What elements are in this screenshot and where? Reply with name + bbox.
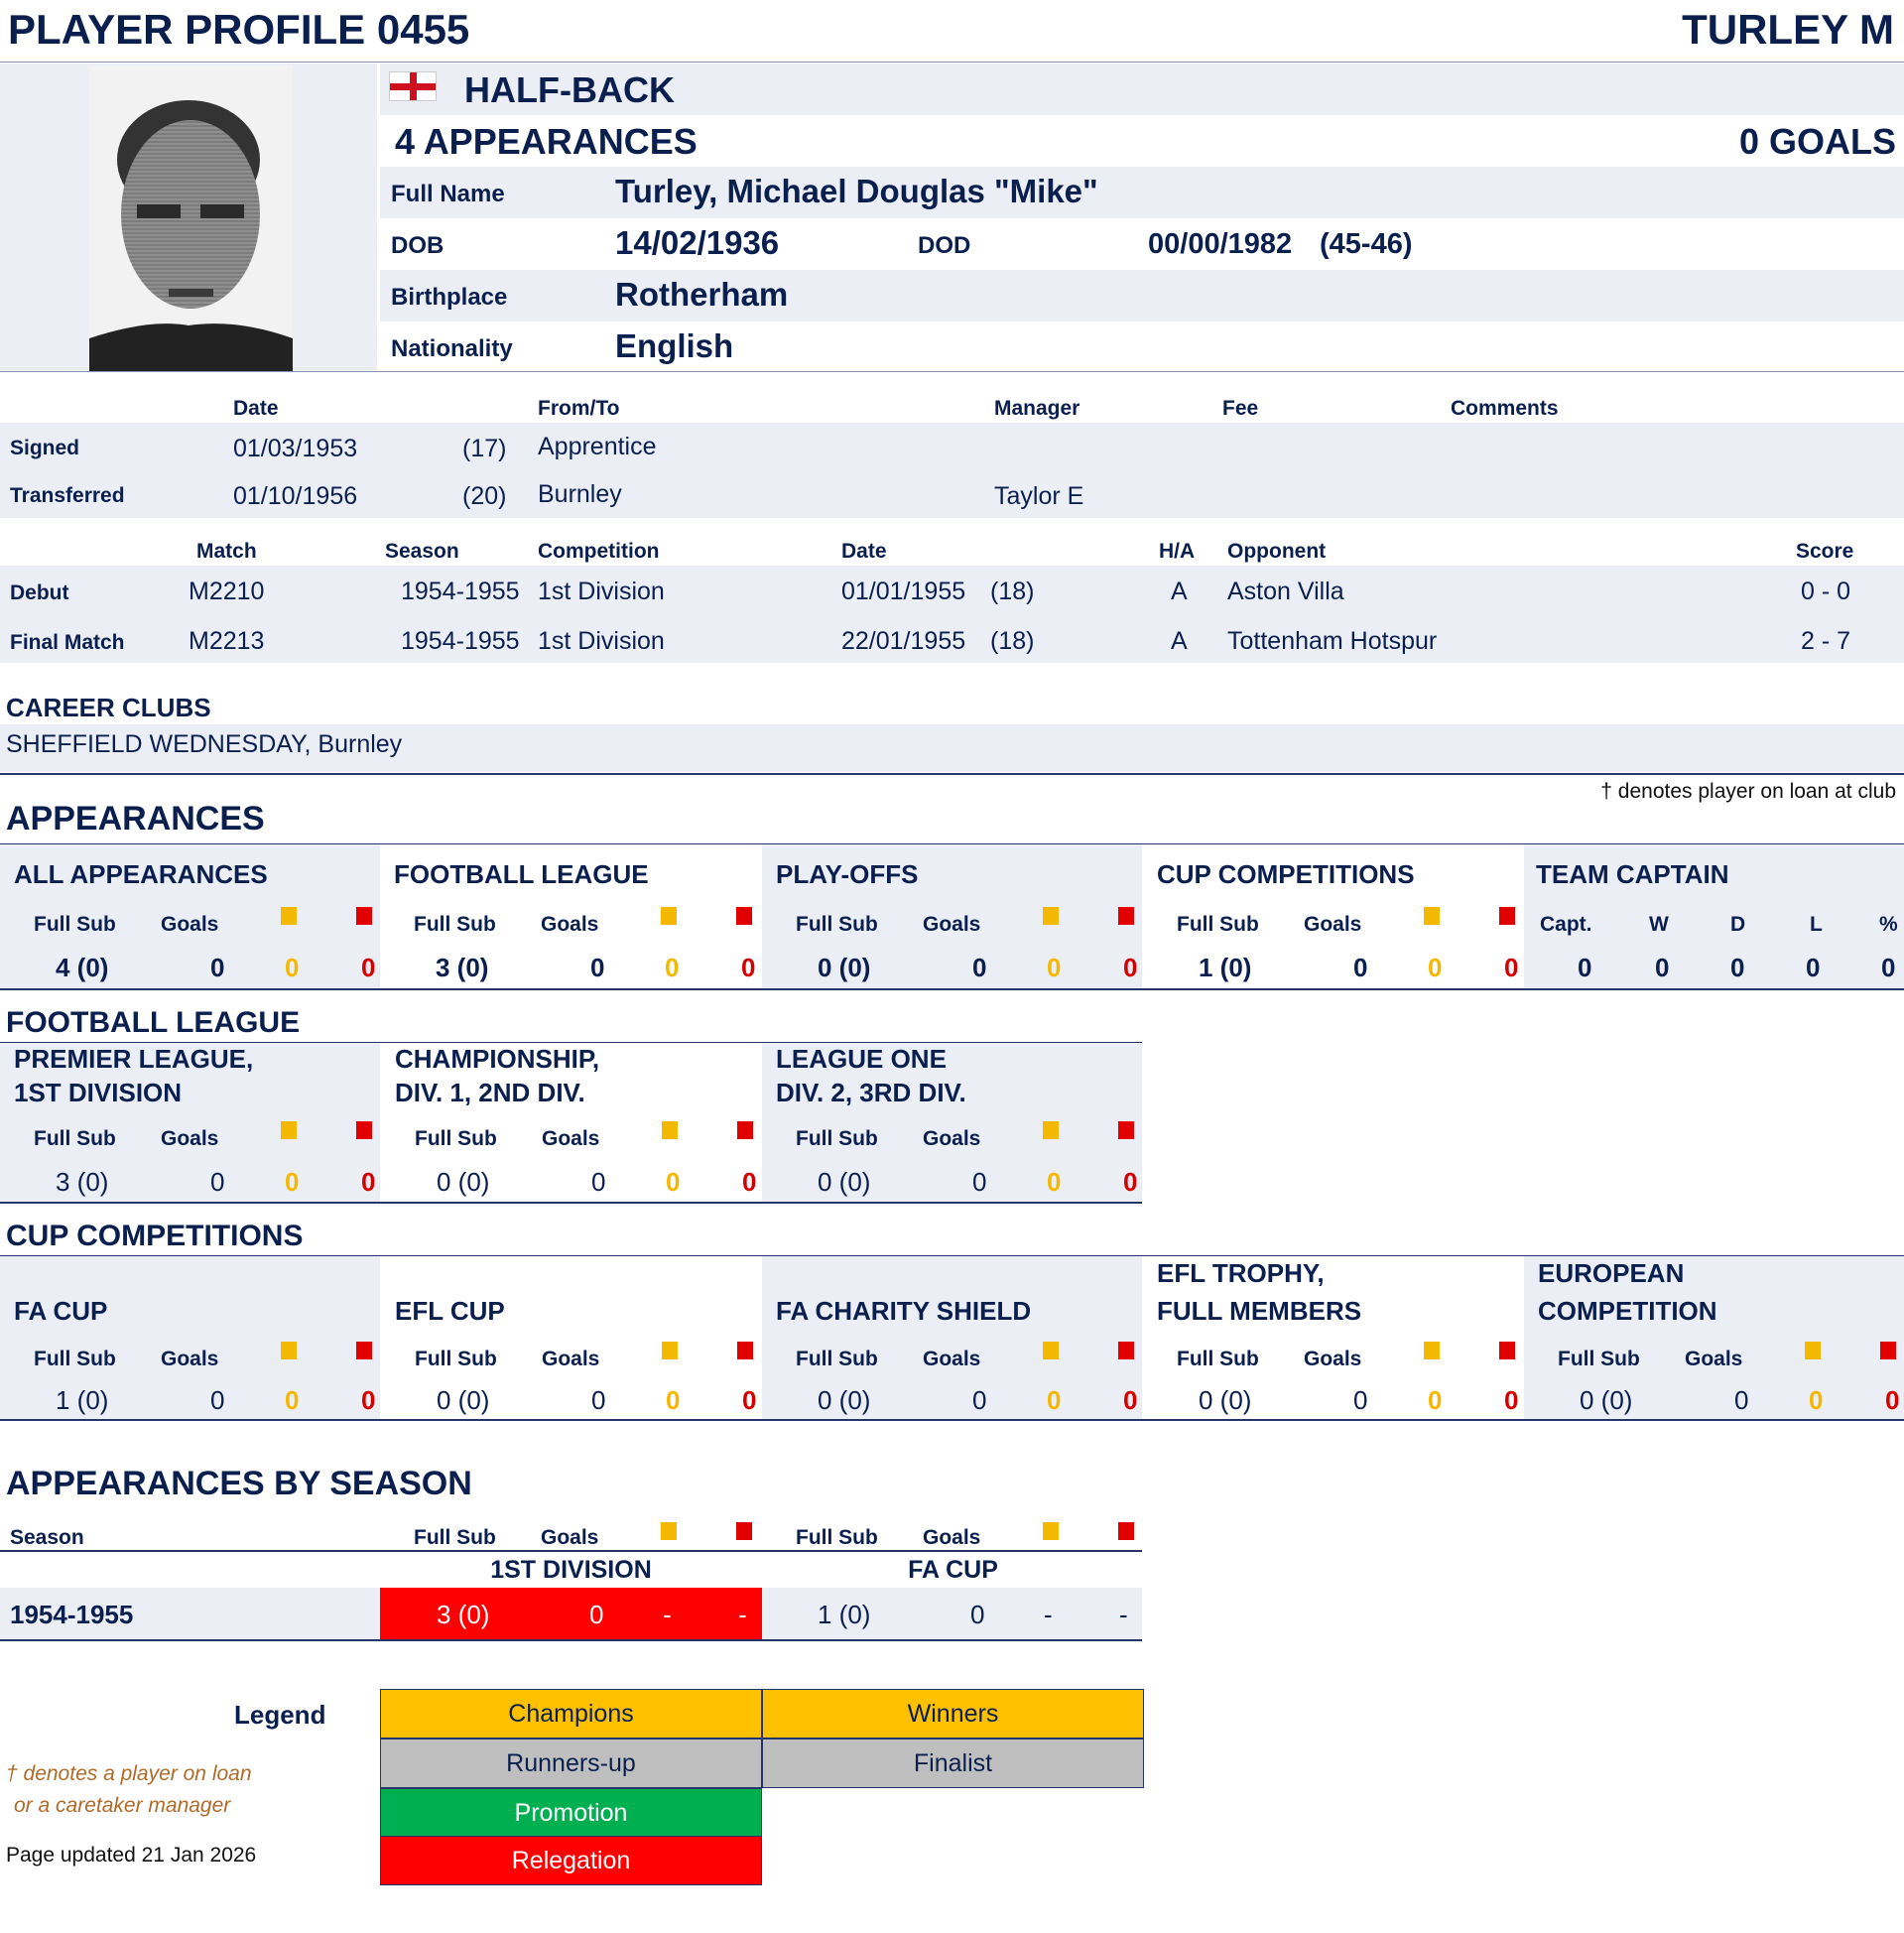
transfer-row-manager: Taylor E [994,482,1084,510]
goals-header: Goals [542,1127,600,1150]
legend-runners-up: Runners-up [380,1739,762,1788]
apps-value: 1 (0) [1199,953,1252,982]
full-sub-header: Full Sub [1177,913,1259,936]
match-row-season: 1954-1955 [401,578,520,605]
header-divider [0,62,1904,63]
red-value: 0 [742,1385,757,1415]
goals-value: 0 [591,1167,606,1197]
block-title: DIV. 2, 3RD DIV. [776,1078,966,1107]
apps-value: 0 (0) [818,1167,871,1197]
yellow-value: 0 [1428,953,1443,982]
page-title: PLAYER PROFILE 0455 [8,6,470,53]
yellow-card-icon [1043,907,1059,925]
by-season-header-season: Season [10,1526,84,1549]
dob-label: DOB [391,232,444,259]
season-full-sub-header: Full Sub [796,1526,878,1549]
captain-value-d: 0 [1730,953,1745,982]
block-title: CUP COMPETITIONS [1157,859,1415,889]
red-value: 0 [1885,1385,1900,1415]
match-row-age: (18) [990,578,1035,605]
block-title: FA CHARITY SHIELD [776,1296,1032,1326]
yellow-value: 0 [665,953,680,982]
by-season-c2-apps: 1 (0) [818,1600,871,1629]
goals-header: Goals [541,913,599,936]
yellow-value: 0 [666,1167,681,1197]
match-row-id: M2213 [189,627,265,655]
full-sub-header: Full Sub [796,913,878,936]
apps-value: 3 (0) [436,953,489,982]
block-title: COMPETITION [1538,1296,1717,1326]
yellow-value: 0 [285,1167,300,1197]
goals-header: Goals [1304,913,1362,936]
red-value: 0 [1123,953,1138,982]
appearances-bottom-line [0,988,1904,990]
red-value: 0 [361,1385,376,1415]
transfers-header-manager: Manager [994,397,1080,420]
captain-value-w: 0 [1655,953,1670,982]
full-sub-header: Full Sub [34,913,116,936]
goals-header: Goals [923,1348,981,1370]
yellow-value: 0 [1047,1167,1062,1197]
apps-value: 3 (0) [56,1167,109,1197]
team-captain-title: TEAM CAPTAIN [1536,859,1729,889]
yellow-card-icon [1805,1342,1821,1359]
match-row-ha: A [1171,578,1188,605]
by-season-c2-goals: 0 [970,1600,985,1629]
goals-header: Goals [923,1127,981,1150]
player-position: HALF-BACK [464,69,675,110]
block-title: LEAGUE ONE [776,1044,947,1074]
goals-value: 0 [972,1385,987,1415]
apps-value: 0 (0) [818,1385,871,1415]
transfer-row-fromto: Burnley [538,480,622,508]
transfer-row-date: 01/03/1953 [233,435,358,462]
match-row-ha: A [1171,627,1188,655]
apps-value: 0 (0) [1199,1385,1252,1415]
red-card-icon [737,1121,753,1139]
yellow-card-icon [662,1121,678,1139]
birthplace-label: Birthplace [391,284,508,311]
match-row-opponent: Tottenham Hotspur [1227,627,1438,655]
summary-divider [0,371,1904,372]
birthplace-band [380,270,1904,322]
red-card-icon [1499,1342,1515,1359]
loan-note: † denotes player on loan at club [1600,780,1896,803]
cup-competitions-title: CUP COMPETITIONS [6,1220,304,1252]
appearances-total: 4 APPEARANCES [395,121,698,162]
block-title: 1ST DIVISION [14,1078,183,1107]
red-card-icon [356,1342,372,1359]
full-sub-header: Full Sub [1558,1348,1640,1370]
goals-value: 0 [210,1385,225,1415]
transfer-row-age: (20) [462,482,507,510]
player-photo-svg [89,65,293,371]
transfer-row-fromto: Apprentice [538,433,657,460]
red-value: 0 [361,1167,376,1197]
apps-value: 4 (0) [56,953,109,982]
legend-winners: Winners [762,1689,1144,1739]
red-card-icon [1499,907,1515,925]
red-card-icon [736,1522,752,1540]
match-row-competition: 1st Division [538,578,665,605]
matches-header-score: Score [1796,540,1854,563]
block-title: DIV. 1, 2ND DIV. [395,1078,585,1107]
red-card-icon [1880,1342,1896,1359]
full-sub-header: Full Sub [796,1348,878,1370]
transfers-header-comments: Comments [1451,397,1559,420]
by-season-c1-goals: 0 [589,1600,604,1629]
matches-header-date: Date [841,540,887,563]
block-title: FA CUP [14,1296,108,1326]
transfer-row-date: 01/10/1956 [233,482,358,510]
yellow-value: 0 [1428,1385,1443,1415]
captain-value-l: 0 [1806,953,1821,982]
captain-header-w: W [1649,913,1669,936]
yellow-card-icon [661,907,677,925]
matches-header-ha: H/A [1159,540,1196,563]
full-sub-header: Full Sub [1177,1348,1259,1370]
goals-value: 0 [210,953,225,982]
yellow-card-icon [1043,1121,1059,1139]
captain-header-pct: % [1879,913,1898,936]
red-card-icon [1118,1121,1134,1139]
red-value: 0 [741,953,756,982]
captain-header-capt: Capt. [1540,913,1592,936]
red-value: 0 [1123,1167,1138,1197]
season-full-sub-header: Full Sub [414,1526,496,1549]
red-value: 0 [1123,1385,1138,1415]
match-row-type: Final Match [10,631,125,654]
england-flag-icon [389,71,437,101]
goals-value: 0 [972,953,987,982]
transfer-row-age: (17) [462,435,507,462]
apps-value: 0 (0) [1580,1385,1633,1415]
by-season-c1-apps: 3 (0) [437,1600,490,1629]
block-title: CHAMPIONSHIP, [395,1044,600,1074]
dob-value: 14/02/1936 [615,224,780,261]
apps-value: 0 (0) [437,1385,490,1415]
goals-header: Goals [1304,1348,1362,1370]
player-photo [89,65,293,371]
full-sub-header: Full Sub [796,1127,878,1150]
yellow-card-icon [1043,1342,1059,1359]
block-title: FOOTBALL LEAGUE [394,859,649,889]
nationality-label: Nationality [391,335,513,362]
apps-value: 0 (0) [818,953,871,982]
by-season-c1-red: - [738,1600,747,1629]
appearances-title: APPEARANCES [6,800,265,838]
yellow-card-icon [1043,1522,1059,1540]
matches-header-competition: Competition [538,540,660,563]
red-value: 0 [742,1167,757,1197]
transfer-row-type: Signed [10,437,80,459]
player-short-name: TURLEY M [1682,6,1894,53]
goals-value: 0 [1734,1385,1749,1415]
full-sub-header: Full Sub [415,1348,497,1370]
match-row-competition: 1st Division [538,627,665,655]
match-row-date: 22/01/1955 [841,627,966,655]
goals-total: 0 GOALS [1738,121,1896,162]
page-updated: Page updated 21 Jan 2026 [6,1844,257,1867]
legend-loan-note-2: or a caretaker manager [14,1794,231,1817]
red-card-icon [356,907,372,925]
red-value: 0 [1504,1385,1519,1415]
legend-promotion: Promotion [380,1788,762,1838]
full-sub-header: Full Sub [414,913,496,936]
yellow-value: 0 [1809,1385,1824,1415]
full-sub-header: Full Sub [415,1127,497,1150]
block-title: ALL APPEARANCES [14,859,268,889]
matches-header-opponent: Opponent [1227,540,1327,563]
transfers-header-fee: Fee [1222,397,1259,420]
block-title: PLAY-OFFS [776,859,919,889]
goals-header: Goals [161,913,219,936]
goals-header: Goals [161,1127,219,1150]
match-row-score: 2 - 7 [1801,627,1851,655]
apps-value: 0 (0) [437,1167,490,1197]
yellow-value: 0 [1047,953,1062,982]
season-goals-header: Goals [923,1526,981,1549]
yellow-value: 0 [285,953,300,982]
red-card-icon [1118,1342,1134,1359]
by-season-comp1: 1ST DIVISION [490,1556,652,1584]
block-title: PREMIER LEAGUE, [14,1044,254,1074]
captain-header-l: L [1810,913,1823,936]
by-season-c2-red: - [1119,1600,1128,1629]
red-value: 0 [361,953,376,982]
goals-value: 0 [591,1385,606,1415]
full-sub-header: Full Sub [34,1127,116,1150]
red-card-icon [736,907,752,925]
block-title: EUROPEAN [1538,1258,1685,1288]
dod-value: 00/00/1982 [1148,228,1293,260]
goals-value: 0 [590,953,605,982]
career-clubs-title: CAREER CLUBS [6,693,211,722]
season-goals-header: Goals [541,1526,599,1549]
block-title: EFL TROPHY, [1157,1258,1325,1288]
block-title: FULL MEMBERS [1157,1296,1362,1326]
goals-header: Goals [1685,1348,1743,1370]
match-row-opponent: Aston Villa [1227,578,1344,605]
match-row-season: 1954-1955 [401,627,520,655]
by-season-comp2: FA CUP [908,1556,998,1584]
match-row-age: (18) [990,627,1035,655]
goals-header: Goals [161,1348,219,1370]
goals-value: 0 [972,1167,987,1197]
legend-relegation: Relegation [380,1836,762,1885]
red-card-icon [356,1121,372,1139]
by-season-c1-yellow: - [663,1600,672,1629]
captain-value-capt: 0 [1578,953,1592,982]
match-row-date: 01/01/1955 [841,578,966,605]
red-card-icon [1118,907,1134,925]
red-card-icon [737,1342,753,1359]
goals-header: Goals [923,913,981,936]
full-name-label: Full Name [391,181,505,207]
dod-label: DOD [918,232,971,259]
yellow-value: 0 [666,1385,681,1415]
legend-title: Legend [234,1700,326,1730]
fullname-band [380,167,1904,218]
dod-age: (45-46) [1320,228,1413,260]
transfer-row-type: Transferred [10,484,125,507]
yellow-card-icon [281,1121,297,1139]
block-title: EFL CUP [395,1296,505,1326]
legend-champions: Champions [380,1689,762,1739]
goals-value: 0 [1353,1385,1368,1415]
match-row-id: M2210 [189,578,265,605]
yellow-card-icon [281,907,297,925]
by-season-c2-yellow: - [1044,1600,1053,1629]
career-divider [0,773,1904,775]
match-row-score: 0 - 0 [1801,578,1851,605]
matches-header-season: Season [385,540,459,563]
by-season-title: APPEARANCES BY SEASON [6,1465,472,1502]
full-sub-header: Full Sub [34,1348,116,1370]
full-name: Turley, Michael Douglas "Mike" [615,173,1098,209]
yellow-card-icon [1424,907,1440,925]
transfers-header-date: Date [233,397,279,420]
goals-header: Goals [542,1348,600,1370]
yellow-value: 0 [1047,1385,1062,1415]
red-value: 0 [1504,953,1519,982]
goals-value: 0 [210,1167,225,1197]
red-card-icon [1118,1522,1134,1540]
captain-value-pct: 0 [1881,953,1896,982]
yellow-card-icon [662,1342,678,1359]
goals-value: 0 [1353,953,1368,982]
apps-value: 1 (0) [56,1385,109,1415]
captain-header-d: D [1730,913,1746,936]
matches-header-match: Match [196,540,257,563]
birthplace-value: Rotherham [615,276,789,313]
legend-loan-note-1: † denotes a player on loan [6,1762,252,1785]
by-season-row-season: 1954-1955 [10,1600,134,1629]
nationality-value: English [615,327,734,364]
match-row-type: Debut [10,581,69,604]
yellow-card-icon [281,1342,297,1359]
legend-finalist: Finalist [762,1739,1144,1788]
football-league-title: FOOTBALL LEAGUE [6,1006,301,1039]
transfers-header-fromto: From/To [538,397,620,420]
yellow-card-icon [1424,1342,1440,1359]
yellow-value: 0 [285,1385,300,1415]
career-clubs-list: SHEFFIELD WEDNESDAY, Burnley [6,730,403,758]
yellow-card-icon [661,1522,677,1540]
